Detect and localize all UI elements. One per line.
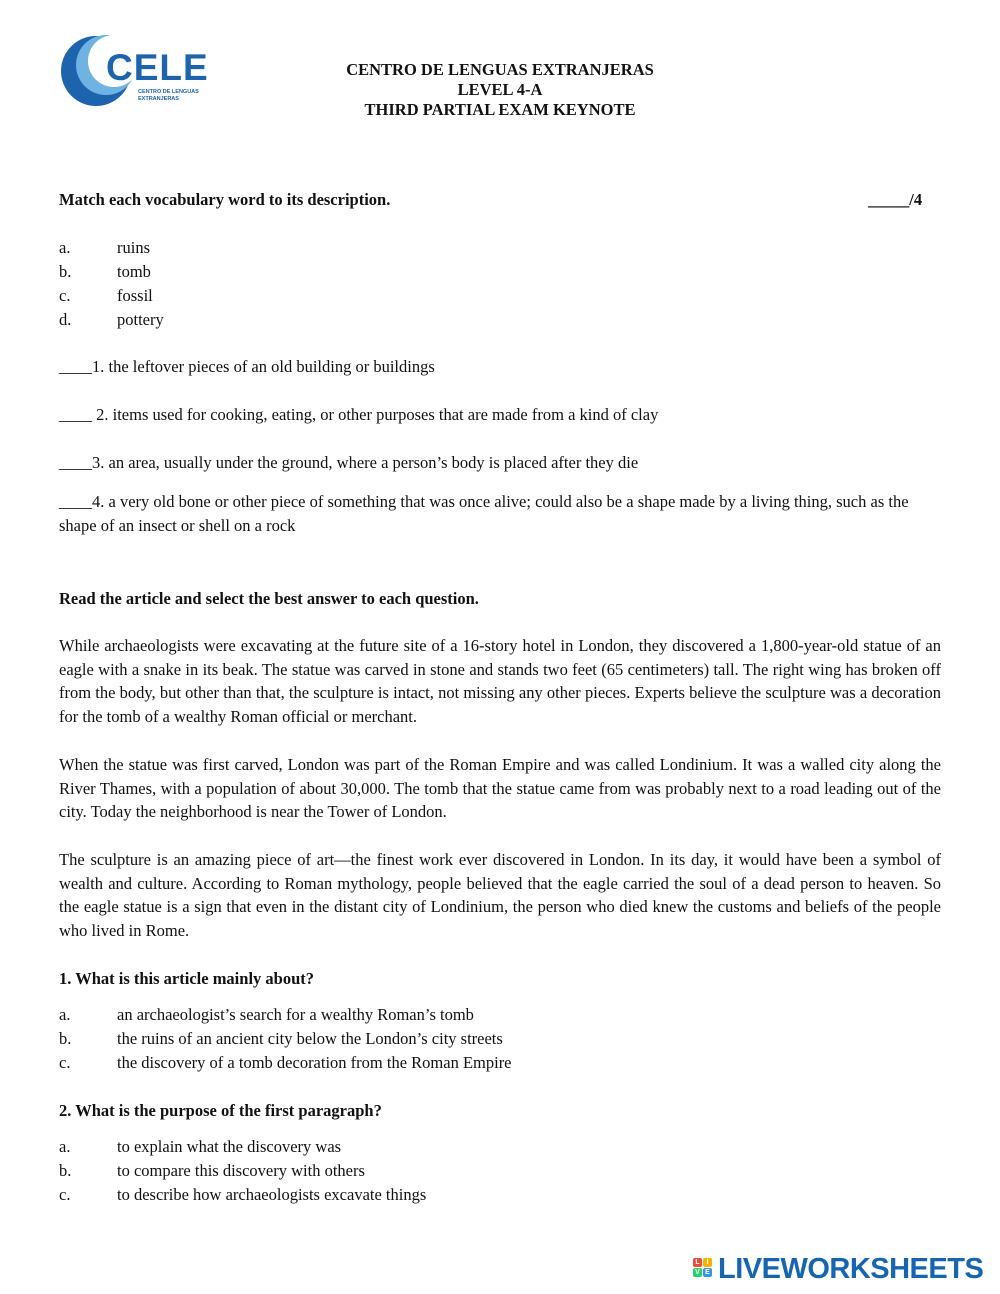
q1-option-b[interactable] [59,1029,503,1049]
page-header [250,60,750,120]
option-letter: a. [59,1005,71,1024]
word-letter: c. [59,286,71,305]
logo-wordmark: CELE [106,47,209,88]
logo-subtitle-line2: EXTRANJERAS [138,96,179,102]
word-item-c [59,286,153,306]
word-item-b [59,262,151,282]
word-letter: a. [59,238,71,257]
q1-option-a[interactable] [59,1005,474,1025]
match-item-4: ____4. a very old bone or other piece of something that was once alive; could also be a shape made by a living thing, such as the shape of an insect or shell on a rock [59,492,909,535]
liveworksheets-logo [693,1253,993,1285]
option-text: to compare this discovery with others [117,1161,365,1180]
score-field: _____/4 [868,190,923,209]
article-paragraph-3: The sculpture is an amazing piece of art—the finest work ever discovered in London. In its day, it would have been a symbol of wealth and culture. According to Roman mythology, people believed that the eagle carried the soul of a dead person to heaven. So the eagle statue is a sign that even in the distant city of Londinium, the person who died knew the customs and beliefs of the people who lived in Rome. [59,850,941,941]
option-letter: b. [59,1029,72,1048]
question-1: 1. What is this article mainly about? [59,969,315,988]
word-item-a [59,238,150,258]
article-paragraph-1: While archaeologists were excavating at the future site of a 16-story hotel in London, they discovered a 1,800-year-old statue of an eagle with a snake in its beak. The statue was carved in stone and stands two feet (65 centimeters) tall. The right wing has broken off from the body, but other than that, the sculpture is intact, not missing any other pieces. Experts believe the sculpture was a decoration for the tomb of a wealthy Roman official or merchant. [59,636,941,727]
question-2: 2. What is the purpose of the first paragraph? [59,1101,382,1120]
header-institution: CENTRO DE LENGUAS EXTRANJERAS [346,60,654,79]
section1-instruction: Match each vocabulary word to its description. [59,190,391,209]
cele-logo [60,33,210,108]
liveworksheets-wordmark: LIVEWORKSHEETS [718,1253,984,1285]
match-item-2: ____ 2. items used for cooking, eating, or other purposes that are made from a kind of clay [59,405,659,424]
article-paragraph-2: When the statue was first carved, London was part of the Roman Empire and was called Londinium. It was a walled city along the River Thames, with a population of about 30,000. The tomb that the statue came from was probably next to a road leading out of the city. Today the neighborhood is near the Tower of London. [59,755,941,822]
option-text: the discovery of a tomb decoration from the Roman Empire [117,1053,512,1072]
badge-l-icon: L [693,1258,702,1267]
match-item-1: ____1. the leftover pieces of an old building or buildings [59,357,435,376]
logo-subtitle-line1: CENTRO DE LENGUAS [138,89,199,95]
word-text: tomb [117,262,151,281]
option-letter: c. [59,1185,71,1204]
badge-e-icon: E [703,1268,712,1277]
header-exam-title: THIRD PARTIAL EXAM KEYNOTE [364,100,636,119]
q1-option-c[interactable] [59,1053,512,1073]
option-letter: a. [59,1137,71,1156]
section2-instruction: Read the article and select the best answer to each question. [59,589,479,608]
q2-option-a[interactable] [59,1137,341,1157]
word-item-d [59,310,164,330]
badge-i-icon: I [703,1258,712,1267]
option-text: the ruins of an ancient city below the London’s city streets [117,1029,503,1048]
option-letter: c. [59,1053,71,1072]
option-text: to describe how archaeologists excavate things [117,1185,427,1204]
word-text: ruins [117,238,150,257]
word-letter: d. [59,310,72,329]
match-item-3: ____3. an area, usually under the ground, where a person’s body is placed after they die [59,453,639,472]
word-letter: b. [59,262,72,281]
option-letter: b. [59,1161,72,1180]
word-text: pottery [117,310,164,329]
option-text: an archaeologist’s search for a wealthy Roman’s tomb [117,1005,474,1024]
q2-option-b[interactable] [59,1161,365,1181]
q2-option-c[interactable] [59,1185,426,1205]
header-level: LEVEL 4-A [457,80,543,99]
word-text: fossil [117,286,153,305]
option-text: to explain what the discovery was [117,1137,342,1156]
badge-v-icon: V [693,1268,702,1277]
